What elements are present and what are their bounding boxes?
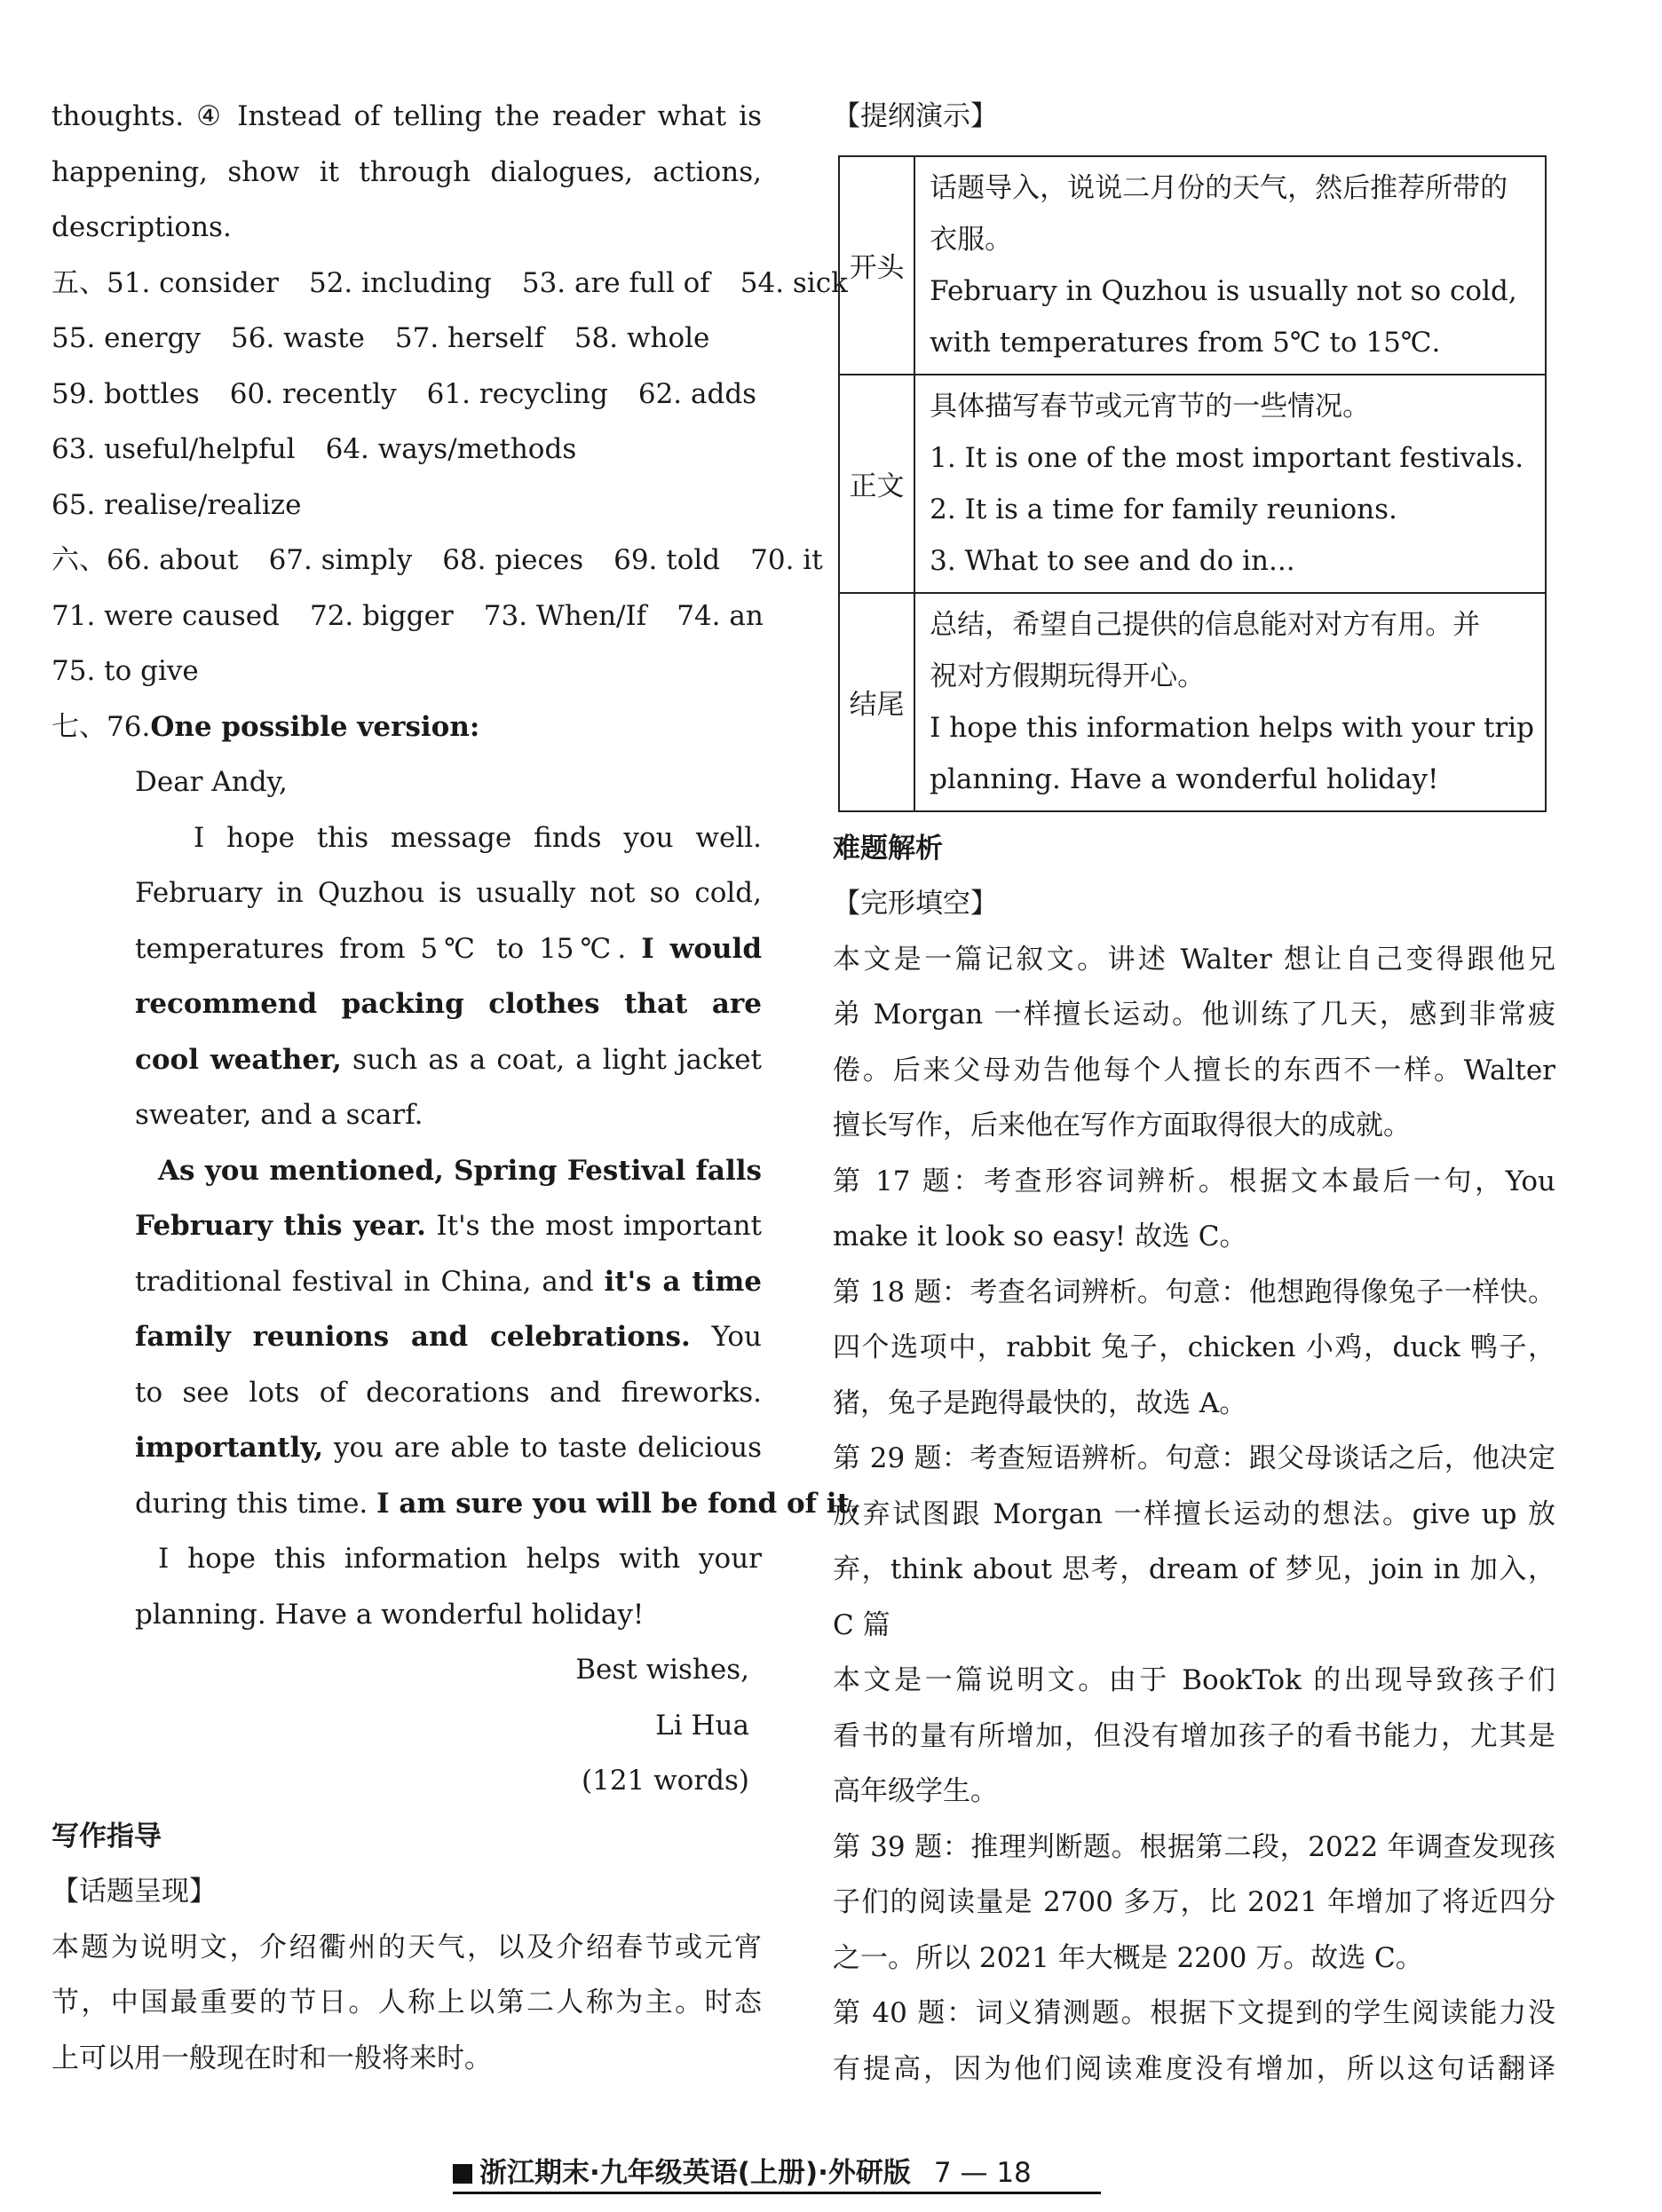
section-heading: 难题解析 (833, 832, 943, 865)
subsection-heading: 【提纲演示】 (833, 100, 998, 132)
text-line: 第 40 题：词义猜测题。根据下文提到的学生阅读能力没 (833, 1997, 1555, 2029)
answer-row: 71. were caused 72. bigger 73. When/If 74. an (51, 599, 764, 632)
text-line: 之一。所以 2021 年大概是 2200 万。故选 C。 (833, 1941, 1423, 1974)
letter-line: I hope this message finds you well. (194, 821, 762, 854)
book-title: 浙江期末·九年级英语(上册)·外研版 (479, 2157, 911, 2189)
text-line: 弃，think about 思考，dream of 梦见，join in 加入， (833, 1553, 1555, 1585)
subsection-heading: 【话题呈现】 (51, 1876, 217, 1908)
text-line: make it look so easy! 故选 C。 (833, 1221, 1247, 1252)
answer-row: 六、66. about 67. simply 68. pieces 69. told 70. it (51, 544, 823, 576)
letter-line: February this year. It's the most important (135, 1210, 762, 1242)
table-row (839, 375, 1546, 593)
letter-line: planning. Have a wonderful holiday! (135, 1598, 645, 1631)
letter-line: during this time. I am sure you will be fond of it. (135, 1487, 859, 1520)
subsection-heading: 【完形填空】 (833, 888, 998, 920)
outline-table (838, 155, 1547, 812)
text-line: 第 39 题：推理判断题。根据第二段，2022 年调查发现孩 (833, 1830, 1555, 1863)
text-line: 高年级学生。 (833, 1775, 998, 1807)
section-content: 话题导入，说说二月份的天气，然后推荐所带的 衣服。 February in Quzhou is usually not so cold, with temperatures from 5℃ to 15℃. (914, 156, 1546, 375)
page-number: 7 — 18 (933, 2157, 1032, 2189)
text-line: 节，中国最重要的节日。人称上以第二人称为主。时态 (51, 1987, 762, 2018)
text-line: 本文是一篇记叙文。讲述 Walter 想让自己变得跟他兄 (833, 943, 1555, 976)
answer-row: 59. bottles 60. recently 61. recycling 62. adds (51, 377, 757, 410)
letter-line: I hope this information helps with your (158, 1543, 762, 1575)
letter-line: cool weather, such as a coat, a light jacket (135, 1043, 762, 1076)
letter-line: temperatures from 5℃ to 15℃. I would (135, 932, 762, 965)
text-line: 上可以用一般现在时和一般将来时。 (51, 2042, 492, 2074)
text-line: 擅长写作，后来他在写作方面取得很大的成就。 (833, 1110, 1411, 1142)
text-line: 第 17 题：考查形容词辨析。根据文本最后一句，You (833, 1165, 1555, 1197)
text-line: happening, show it through dialogues, actions, (51, 155, 762, 188)
answer-row: 五、51. consider 52. including 53. are full of 54. sick (51, 266, 848, 299)
text-line: C 篇 (833, 1608, 890, 1641)
letter-greeting: Dear Andy, (135, 766, 288, 798)
section-content: 总结，希望自己提供的信息能对对方有用。并 祝对方假期玩得开心。 I hope this information helps with your trip planning. Have a wonderful holiday! (914, 593, 1546, 811)
word-count: (121 words) (582, 1765, 749, 1797)
section-content: 具体描写春节或元宵节的一些情况。 1. It is one of the most important festivals. 2. It is a time for family reunions. 3. What to see and do in... (914, 375, 1546, 593)
letter-line: to see lots of decorations and fireworks. (135, 1376, 762, 1409)
letter-line: As you mentioned, Spring Festival falls (158, 1154, 762, 1187)
letter-line: sweater, and a scarf. (135, 1099, 423, 1131)
section-label: 正文 (839, 375, 914, 593)
answer-row: 65. realise/realize (51, 488, 302, 521)
text-line: 看书的量有所增加，但没有增加孩子的看书能力，尤其是 (833, 1719, 1555, 1752)
text-line: thoughts. ④ Instead of telling the reader what is (51, 100, 762, 132)
letter-line: February in Quzhou is usually not so cold, (135, 877, 762, 909)
page-footer (453, 2150, 1101, 2194)
text-line: 本题为说明文，介绍衢州的天气，以及介绍春节或元宵 (51, 1931, 762, 1963)
section-heading: 写作指导 (51, 1820, 162, 1853)
text-line: 有提高，因为他们阅读难度没有增加，所以这句话翻译 (833, 2052, 1555, 2085)
letter-line: importantly, you are able to taste delicious (135, 1432, 762, 1464)
text-line: 四个选项中，rabbit 兔子，chicken 小鸡，duck 鸭子， (833, 1331, 1555, 1363)
text-line: 本文是一篇说明文。由于 BookTok 的出现导致孩子们 (833, 1664, 1555, 1696)
section-label: 结尾 (839, 593, 914, 811)
answer-row: 55. energy 56. waste 57. herself 58. whole (51, 322, 710, 354)
text-line: 第 29 题：考查短语辨析。句意：跟父母谈话之后，他决定 (833, 1442, 1555, 1474)
text-line: descriptions. (51, 211, 232, 243)
table-row (839, 593, 1546, 811)
text-line: 放弃试图跟 Morgan 一样擅长运动的想法。give up 放 (833, 1497, 1555, 1530)
answer-row: 63. useful/helpful 64. ways/methods (51, 433, 577, 465)
letter-signature: Li Hua (655, 1709, 749, 1742)
text-line: 弟 Morgan 一样擅长运动。他训练了几天，感到非常疲 (833, 999, 1555, 1031)
letter-line: recommend packing clothes that are (135, 988, 762, 1020)
table-row (839, 156, 1546, 375)
section-label: 开头 (839, 156, 914, 375)
right-column (833, 89, 1555, 2097)
left-column (51, 89, 859, 2086)
essay-heading: 七、76.One possible version: (51, 710, 480, 743)
letter-closing: Best wishes, (575, 1654, 749, 1686)
answer-row: 75. to give (51, 655, 199, 687)
letter-line: family reunions and celebrations. You (135, 1321, 762, 1353)
square-bullet-icon (453, 2164, 472, 2184)
text-line: 子们的阅读量是 2700 多万，比 2021 年增加了将近四分 (833, 1886, 1555, 1918)
letter-line: traditional festival in China, and it's a time (135, 1265, 762, 1298)
text-line: 倦。后来父母劝告他每个人擅长的东西不一样。Walter (833, 1054, 1555, 1086)
text-line: 猪，兔子是跑得最快的，故选 A。 (833, 1386, 1247, 1419)
footer-rule (453, 2192, 1101, 2194)
text-line: 第 18 题：考查名词辨析。句意：他想跑得像兔子一样快。 (833, 1276, 1555, 1308)
